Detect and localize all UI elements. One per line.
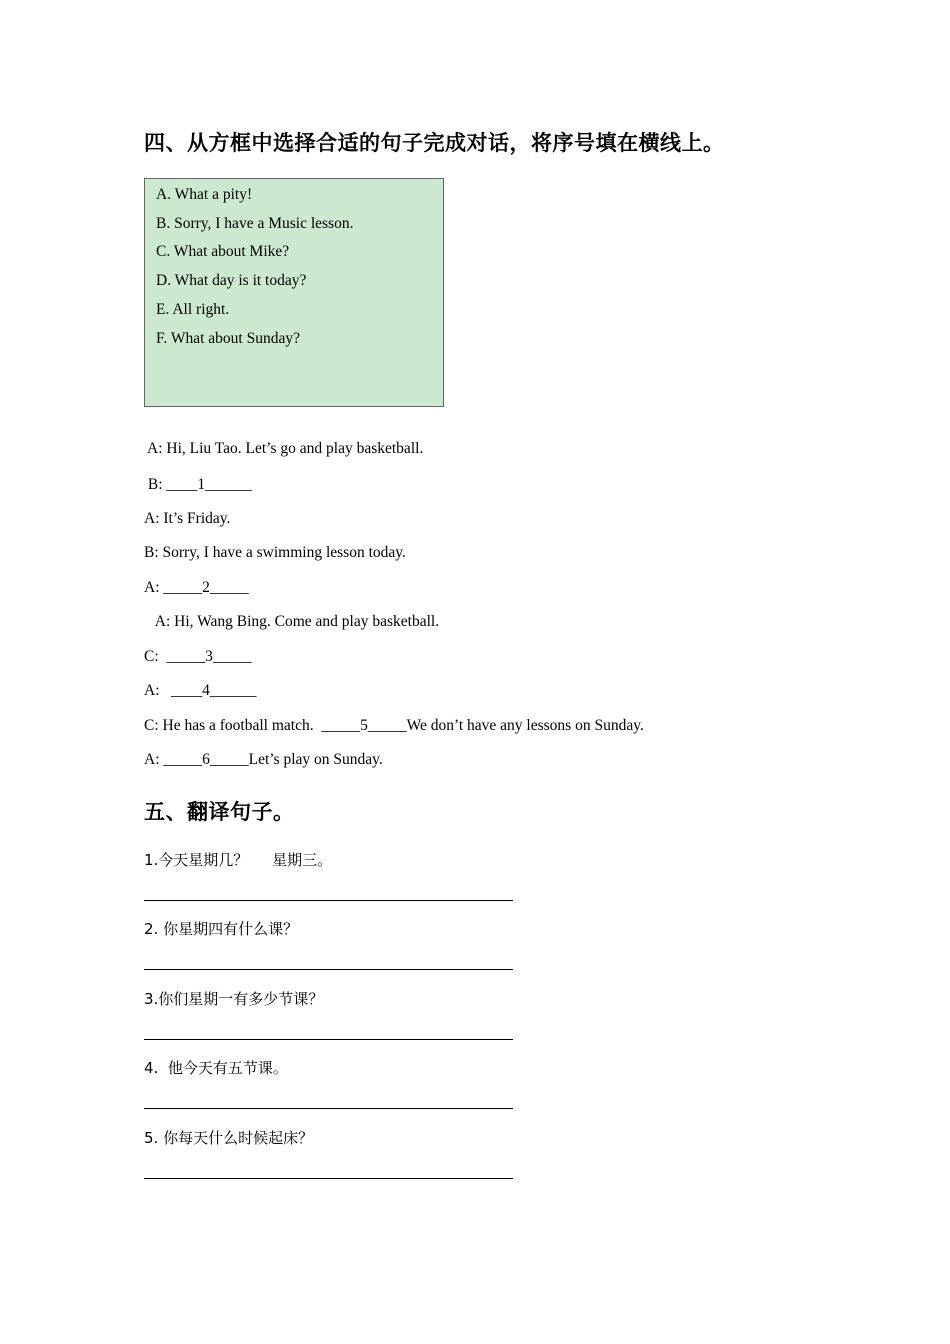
- answer-line-4: [144, 1108, 513, 1109]
- dialogue-line-3: A: It’s Friday.: [144, 510, 231, 527]
- option-d: D. What day is it today?: [156, 272, 307, 289]
- answer-line-1: [144, 900, 513, 901]
- dialogue-line-10: A: _____6_____Let’s play on Sunday.: [144, 751, 383, 768]
- answer-line-5: [144, 1178, 513, 1179]
- question-3: 3.你们星期一有多少节课？: [144, 990, 324, 1008]
- section4-heading: 四、从方框中选择合适的句子完成对话，将序号填在横线上。: [144, 131, 725, 155]
- question-4: 4. 他今天有五节课。: [144, 1059, 288, 1077]
- dialogue-line-4: B: Sorry, I have a swimming lesson today.: [144, 544, 406, 561]
- answer-line-3: [144, 1039, 513, 1040]
- dialogue-line-1: A: Hi, Liu Tao. Let’s go and play basketball.: [144, 440, 424, 457]
- question-1: 1.今天星期几？ 星期三。: [144, 851, 333, 869]
- option-e: E. All right.: [156, 301, 230, 318]
- answer-line-2: [144, 969, 513, 970]
- option-f: F. What about Sunday?: [156, 330, 300, 347]
- dialogue-line-9: C: He has a football match. _____5_____We don’t have any lessons on Sunday.: [144, 717, 644, 734]
- dialogue-line-2: B: ____1______: [144, 476, 252, 493]
- dialogue-line-5: A: _____2_____: [144, 579, 249, 596]
- question-2: 2. 你星期四有什么课？: [144, 920, 299, 938]
- option-b: B. Sorry, I have a Music lesson.: [156, 215, 354, 232]
- dialogue-line-6: A: Hi, Wang Bing. Come and play basketball.: [144, 613, 440, 630]
- question-5: 5. 你每天什么时候起床？: [144, 1129, 314, 1147]
- section5-heading: 五、翻译句子。: [144, 800, 295, 824]
- option-c: C. What about Mike?: [156, 243, 290, 260]
- dialogue-line-8: A: ____4______: [144, 682, 257, 699]
- dialogue-line-7: C: _____3_____: [144, 648, 252, 665]
- option-a: A. What a pity!: [156, 186, 253, 203]
- options-box: [144, 178, 444, 407]
